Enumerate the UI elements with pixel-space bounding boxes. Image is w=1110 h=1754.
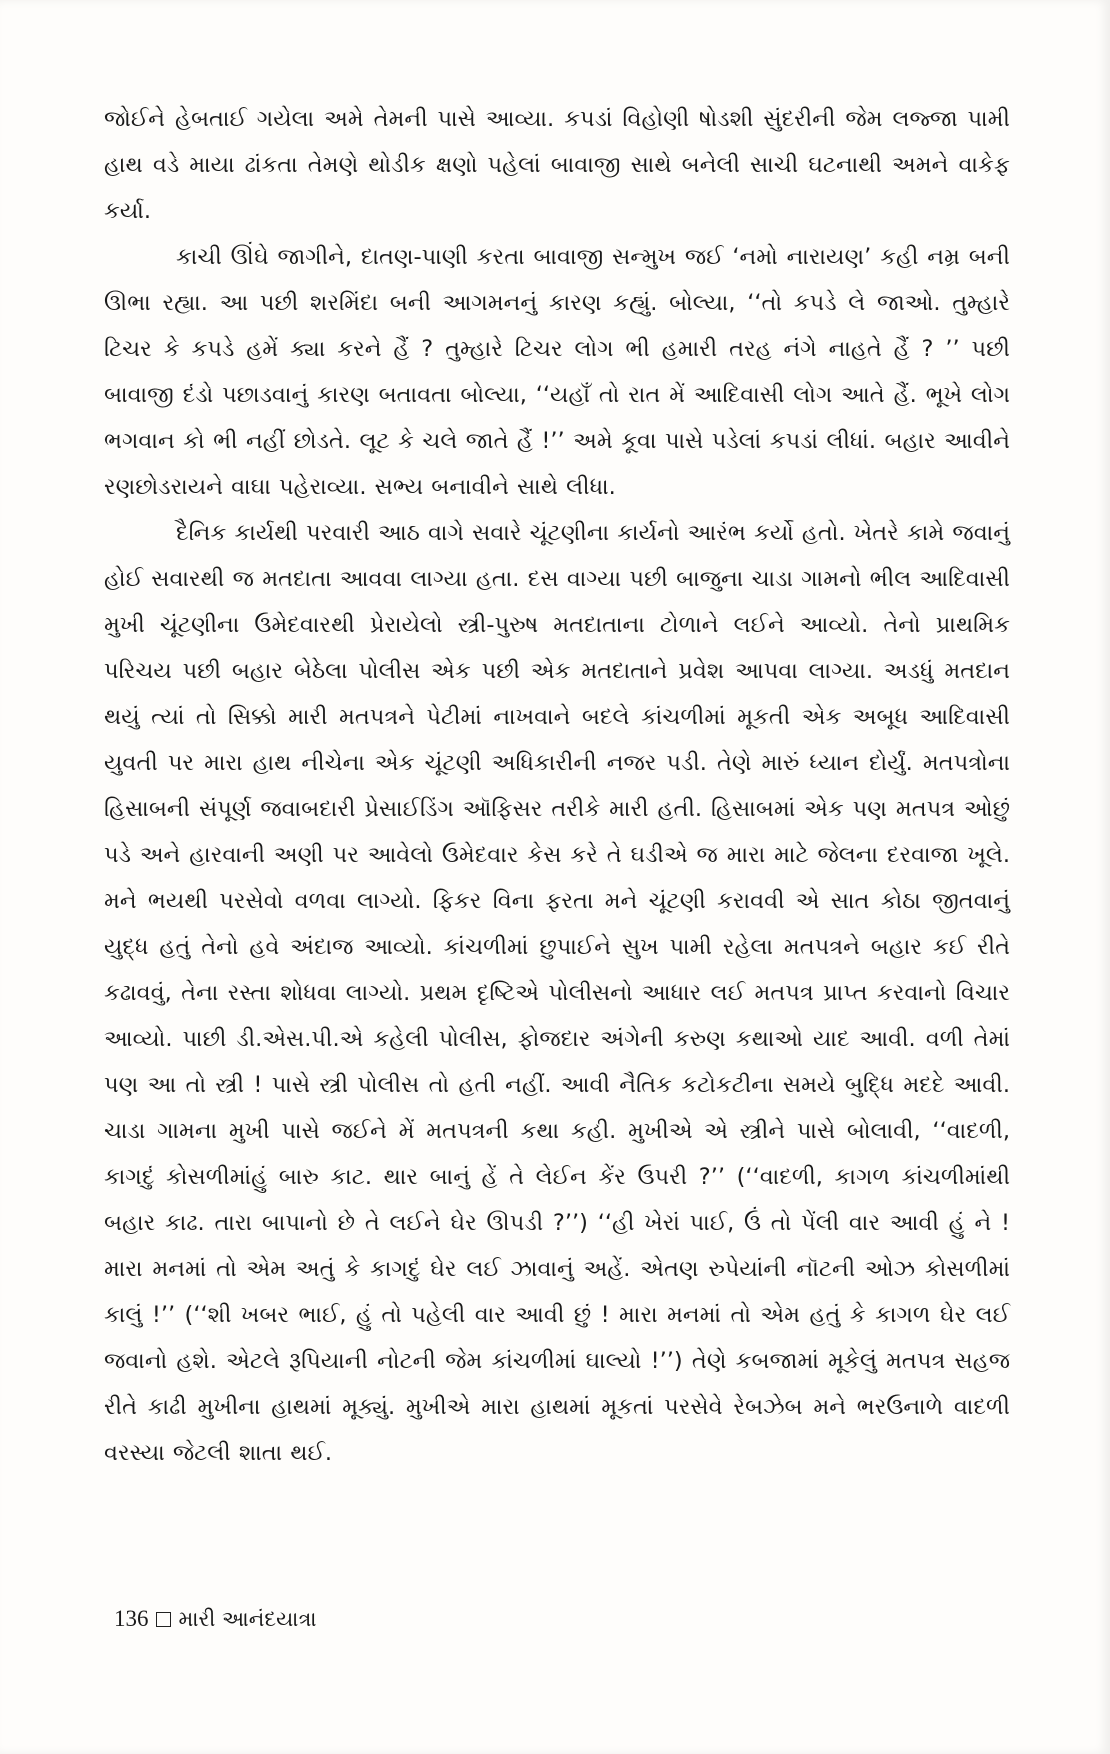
paragraph-2: કાચી ઊંઘે જાગીને, દાતણ-પાણી કરતા બાવાજી સન્મુખ જઈ ‘નમો નારાયણ’ કહી નમ્ર બની ઊભા રહ્યા. આ પછી શરમિંદા બની આગમનનું કારણ કહ્યું. બોલ્યા, ‘‘તો કપડે લે જાઓ. તુમ્હારે ટિચર કે કપડે હમેં ક્યા કરને હૈં ? તુમ્હારે ટિચર લોગ ભી હમારી તરહ નંગે નાહતે હૈં ? ’’ પછી બાવાજી દંડો પછાડવાનું કારણ બતાવતા બોલ્યા, ‘‘યહાઁ તો રાત મેં આદિવાસી લોગ આતે હૈં. ભૂખે લોગ ભગવાન કો ભી નહીં છોડતે. લૂટ કે ચલે જાતે હૈં !’’ અમે કૂવા પાસે પડેલાં કપડાં લીધાં. બહાર આવીને રણછોડરાયને વાઘા પહેરાવ્યા. સભ્ય બનાવીને સાથે લીધા.: [104, 244, 1010, 500]
paragraph-1: જોઈને હેબતાઈ ગયેલા અમે તેમની પાસે આવ્યા. કપડાં વિહોણી ષોડશી સુંદરીની જેમ લજ્જા પામી હાથ વડે માયા ઢાંકતા તેમણે થોડીક ક્ષણો પહેલાં બાવાજી સાથે બનેલી સાચી ઘટનાથી અમને વાકેફ કર્યા.: [104, 106, 1010, 224]
running-title: મારી આનંદયાત્રા: [178, 1607, 317, 1631]
page-number: 136: [114, 1606, 149, 1631]
square-separator-icon: [156, 1612, 171, 1627]
body-text: [104, 96, 1010, 1476]
paragraph-3: દૈનિક કાર્યથી પરવારી આઠ વાગે સવારે ચૂંટણીના કાર્યનો આરંભ કર્યો હતો. ખેતરે કામે જવાનું હોઈ સવારથી જ મતદાતા આવવા લાગ્યા હતા. દસ વાગ્યા પછી બાજુના ચાડા ગામનો ભીલ આદિવાસી મુખી ચૂંટણીના ઉમેદવારથી પ્રેરાયેલો સ્ત્રી-પુરુષ મતદાતાના ટોળાને લઈને આવ્યો. તેનો પ્રાથમિક પરિચય પછી બહાર બેઠેલા પોલીસ એક પછી એક મતદાતાને પ્રવેશ આપવા લાગ્યા. અડધું મતદાન થયું ત્યાં તો સિક્કો મારી મતપત્રને પેટીમાં નાખવાને બદલે કાંચળીમાં મૂકતી એક અબૂધ આદિવાસી યુવતી પર મારા હાથ નીચેના એક ચૂંટણી અધિકારીની નજર પડી. તેણે મારું ધ્યાન દોર્યું. મતપત્રોના હિસાબની સંપૂર્ણ જવાબદારી પ્રેસાઈડિંગ ઑફિસર તરીકે મારી હતી. હિસાબમાં એક પણ મતપત્ર ઓછું પડે અને હારવાની અણી પર આવેલો ઉમેદવાર કેસ કરે તે ઘડીએ જ મારા માટે જેલના દરવાજા ખૂલે. મને ભયથી પરસેવો વળવા લાગ્યો. ફિકર વિના ફરતા મને ચૂંટણી કરાવવી એ સાત કોઠા જીતવાનું યુદ્ધ હતું તેનો હવે અંદાજ આવ્યો. કાંચળીમાં છુપાઈને સુખ પામી રહેલા મતપત્રને બહાર કઈ રીતે કઢાવવું, તેના રસ્તા શોધવા લાગ્યો. પ્રથમ દૃષ્ટિએ પોલીસનો આધાર લઈ મતપત્ર પ્રાપ્ત કરવાનો વિચાર આવ્યો. પાછી ડી.એસ.પી.એ કહેલી પોલીસ, ફોજદાર અંગેની કરુણ કથાઓ યાદ આવી. વળી તેમાં પણ આ તો સ્ત્રી ! પાસે સ્ત્રી પોલીસ તો હતી નહીં. આવી નૈતિક કટોકટીના સમયે બુદ્ધિ મદદે આવી. ચાડા ગામના મુખી પાસે જઈને મેં મતપત્રની કથા કહી. મુખીએ એ સ્ત્રીને પાસે બોલાવી, ‘‘વાદળી, કાગદું કોસળીમાંહું બારુ કાટ. થાર બાનું હેં તે લેઈન કેંર ઉપરી ?’’ (‘‘વાદળી, કાગળ કાંચળીમાંથી બહાર કાઢ. તારા બાપાનો છે તે લઈને ઘેર ઊપડી ?’’) ‘‘હી ખેરાં પાઈ, ઉં તો પેંલી વાર આવી હું ને ! મારા મનમાં તો એમ અતું કે કાગદું ઘેર લઈ ઝાવાનું અહેં. એતણ રુપેયાંની નૉટની ઓઝ કોસળીમાં કાલું !’’ (‘‘શી ખબર ભાઈ, હું તો પહેલી વાર આવી છું ! મારા મનમાં તો એમ હતું કે કાગળ ઘેર લઈ જવાનો હશે. એટલે રૂપિયાની નોટની જેમ કાંચળીમાં ઘાલ્યો !’’) તેણે કબજામાં મૂકેલું મતપત્ર સહજ રીતે કાઢી મુખીના હાથમાં મૂક્યું. મુખીએ મારા હાથમાં મૂકતાં પરસેવે રેબઝેબ મને ભરઉનાળે વાદળી વરસ્યા જેટલી શાતા થઈ.: [104, 520, 1010, 1466]
page-footer: [114, 1604, 317, 1634]
